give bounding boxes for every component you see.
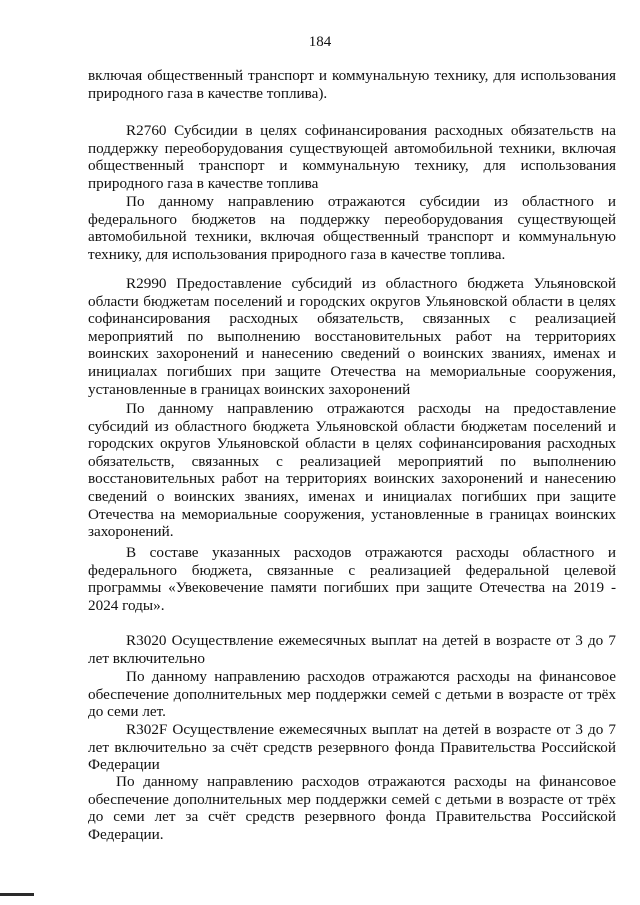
paragraph-r2760-heading: R2760 Субсидии в целях софинансирования расходных обязательств на поддержку переоборудования существующей автомобильной техники, включая общественный транспорт и коммунальную технику, для использования природного газа в качестве топлива [88,122,616,192]
paragraph-r2760-body: По данному направлению отражаются субсидии из областного и федерального бюджетов на поддержку переоборудования существующей автомобильной техники, включая общественный транспорт и коммунальную технику, для использования природного газа в качестве топлива. [88,193,616,263]
paragraph-r2990-note: В составе указанных расходов отражаются расходы областного и федерального бюджета, связанные с реализацией федеральной целевой программы «Увековечение памяти погибших при защите Отечества на 2019 - 2024 годы». [88,544,616,614]
paragraph-continuation: включая общественный транспорт и коммунальную технику, для использования природного газа в качестве топлива). [88,67,616,102]
page-number: 184 [308,34,332,50]
paragraph-r2990-body: По данному направлению отражаются расходы на предоставление субсидий из областного бюджета Ульяновской области бюджетам поселений и городских округов Ульяновской области в целях софинансирования расходных обязательств, связанных с реализацией мероприятий по выполнению восстановительных работ на территориях воинских захоронений и нанесению сведений о воинских званиях, именах и инициалах погибших при защите Отечества на мемориальные сооружения, установленные в границах воинских захоронений. [88,400,616,541]
paragraph-r302f-heading: R302F Осуществление ежемесячных выплат на детей в возрасте от 3 до 7 лет включительно за счёт средств резервного фонда Правительства Российской Федерации [88,721,616,774]
scan-edge-mark [0,893,34,896]
paragraph-r302f-body: По данному направлению расходов отражаются расходы на финансовое обеспечение дополнительных мер поддержки семей с детьми в возрасте от трёх до семи лет за счёт средств резервного фонда Правительства Российской Федерации. [88,773,616,843]
paragraph-r3020-heading: R3020 Осуществление ежемесячных выплат на детей в возрасте от 3 до 7 лет включительно [88,632,616,667]
paragraph-r2990-heading: R2990 Предоставление субсидий из областного бюджета Ульяновской области бюджетам поселений и городских округов Ульяновской области в целях софинансирования расходных обязательств, связанных с реализацией мероприятий по выполнению восстановительных работ на территориях воинских захоронений и нанесению сведений о воинских званиях, именах и инициалах погибших при защите Отечества на мемориальные сооружения, установленные в границах воинских захоронений [88,275,616,398]
paragraph-r3020-body: По данному направлению расходов отражаются расходы на финансовое обеспечение дополнительных мер поддержки семей с детьми в возрасте от трёх до семи лет. [88,668,616,721]
